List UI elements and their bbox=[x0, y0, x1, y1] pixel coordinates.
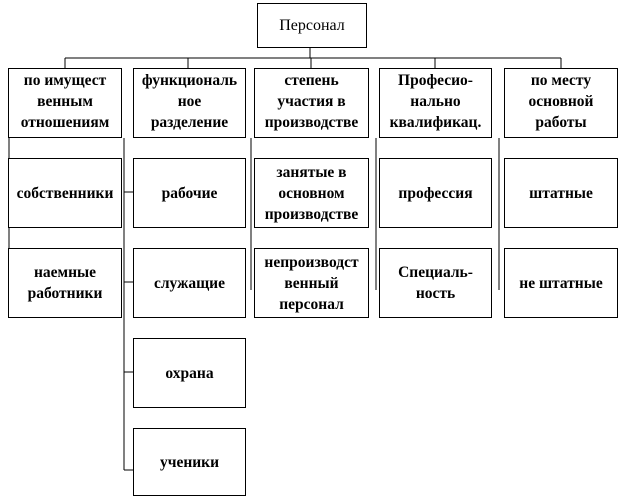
node-hired-workers bbox=[8, 248, 122, 318]
node-label: Специаль- ность bbox=[398, 264, 473, 302]
root-label: Персонал bbox=[279, 17, 345, 34]
node-label: наемные работники bbox=[27, 264, 103, 302]
node-employees bbox=[133, 248, 246, 318]
node-label: охрана bbox=[165, 364, 214, 382]
category-label: степень участия в производстве bbox=[264, 72, 359, 131]
node-full-time bbox=[504, 158, 618, 228]
node-workers bbox=[133, 158, 246, 228]
node-owners bbox=[8, 158, 122, 228]
node-label: не штатные bbox=[519, 274, 603, 292]
root-node bbox=[257, 3, 367, 48]
category-label: функциональ ное разделение bbox=[141, 72, 238, 131]
node-label: рабочие bbox=[161, 184, 218, 202]
node-label: собственники bbox=[16, 184, 114, 202]
node-label: штатные bbox=[529, 184, 593, 202]
category-property-relations bbox=[8, 68, 122, 138]
node-label: занятые в основном производстве bbox=[264, 163, 359, 223]
node-non-production-staff bbox=[254, 248, 369, 318]
category-label: по имущест венным отношениям bbox=[20, 72, 110, 131]
category-functional-division bbox=[133, 68, 246, 138]
node-main-production bbox=[254, 158, 369, 228]
category-label: Професио- нально квалификац. bbox=[389, 72, 482, 131]
category-label: по месту основной работы bbox=[528, 72, 594, 131]
category-main-workplace bbox=[504, 68, 618, 138]
node-security bbox=[133, 338, 246, 408]
node-part-time bbox=[504, 248, 618, 318]
node-apprentices bbox=[133, 428, 246, 496]
node-specialty bbox=[379, 248, 492, 318]
node-label: ученики bbox=[159, 453, 220, 471]
node-label: непроизводст венный персонал bbox=[264, 253, 359, 313]
category-production-participation bbox=[254, 68, 369, 138]
node-label: служащие bbox=[153, 274, 225, 292]
node-profession bbox=[379, 158, 492, 228]
category-professional-qualification bbox=[379, 68, 492, 138]
node-label: профессия bbox=[398, 184, 473, 202]
